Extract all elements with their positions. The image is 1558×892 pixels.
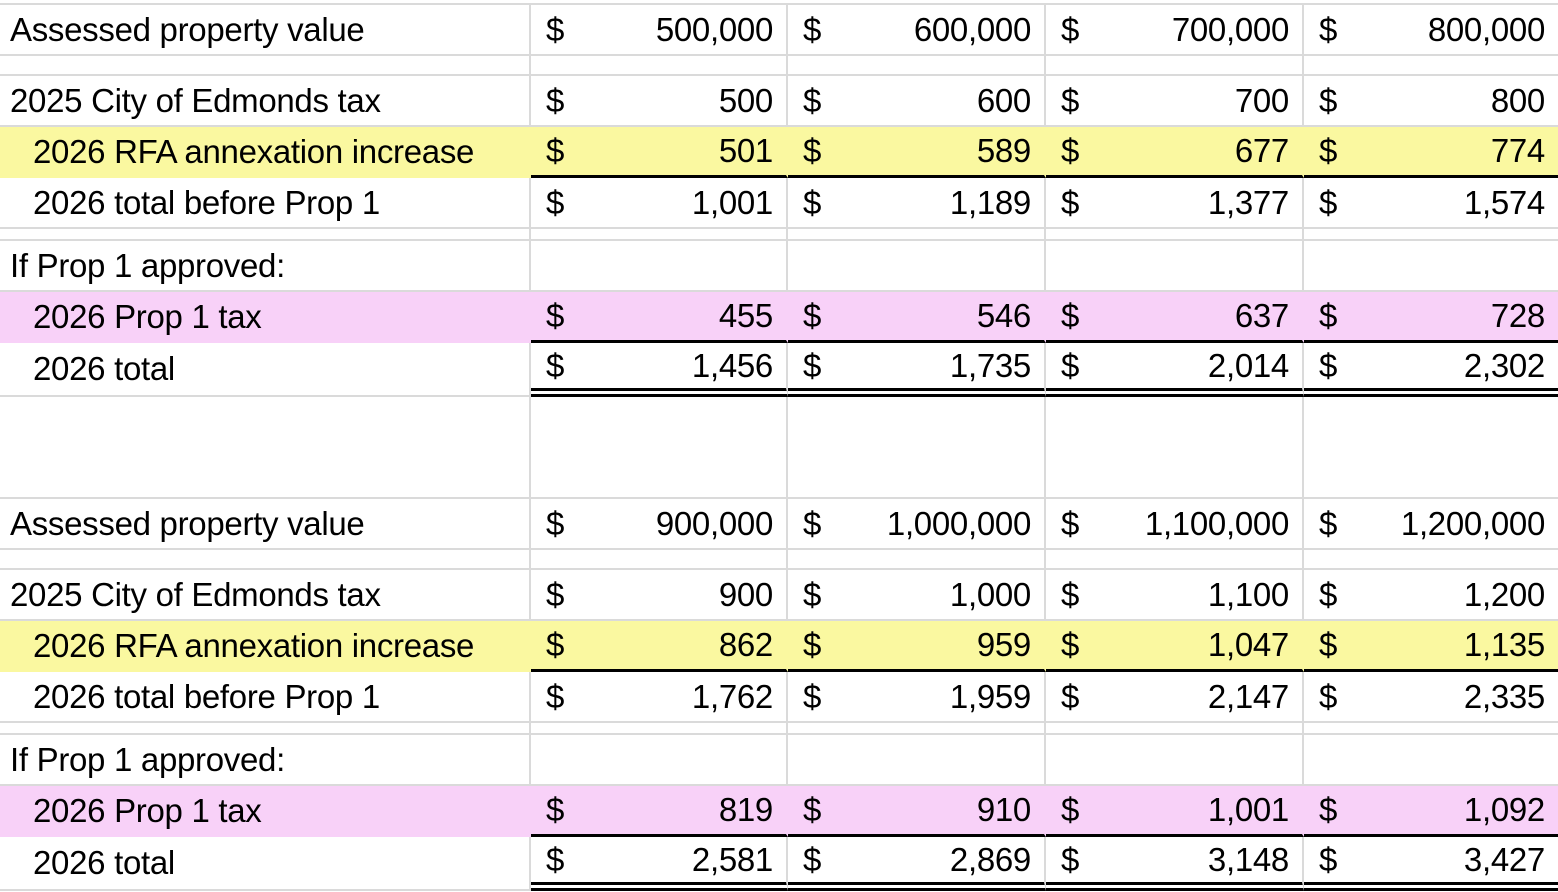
cell-value: 774 — [1490, 132, 1545, 169]
table-row — [0, 837, 1558, 891]
currency-cell — [531, 5, 788, 56]
currency-cell — [788, 786, 1046, 837]
cell-value: 1,377 — [1207, 183, 1289, 221]
spacer-cell — [0, 229, 531, 241]
spacer-row — [0, 56, 1558, 76]
currency-cell — [788, 292, 1046, 343]
spacer-cell — [1046, 723, 1304, 735]
spacer-cell — [0, 550, 531, 570]
cell-value: 2,302 — [1463, 346, 1545, 384]
currency-cell — [788, 127, 1046, 178]
currency-symbol: $ — [546, 183, 565, 221]
currency-cell — [1304, 499, 1558, 550]
cell-value: 546 — [976, 297, 1031, 334]
currency-cell — [1046, 127, 1304, 178]
currency-cell — [531, 343, 788, 397]
spacer-row — [0, 550, 1558, 570]
cell-value: 600,000 — [913, 10, 1031, 48]
currency-cell — [1046, 5, 1304, 56]
cell-value: 1,092 — [1463, 791, 1545, 828]
spacer-cell — [788, 56, 1046, 76]
cell-value: 1,100,000 — [1144, 504, 1289, 542]
gap-cell — [788, 397, 1046, 499]
cell-value: 1,200 — [1463, 575, 1545, 613]
cell-value: 589 — [976, 132, 1031, 169]
row-label: Assessed property value — [0, 5, 531, 56]
cell-value: 700 — [1234, 81, 1289, 119]
spacer-cell — [531, 723, 788, 735]
currency-cell — [1304, 178, 1558, 229]
currency-cell — [788, 570, 1046, 621]
currency-symbol: $ — [803, 297, 822, 334]
currency-cell — [788, 499, 1046, 550]
currency-symbol: $ — [1061, 791, 1080, 828]
cell-value: 900 — [718, 575, 773, 613]
spacer-row — [0, 229, 1558, 241]
currency-cell — [531, 570, 788, 621]
currency-cell — [788, 735, 1046, 786]
currency-symbol: $ — [1319, 10, 1338, 48]
currency-symbol: $ — [1319, 626, 1338, 663]
currency-symbol: $ — [1319, 346, 1338, 384]
currency-cell — [1046, 786, 1304, 837]
currency-cell — [531, 127, 788, 178]
currency-cell — [788, 241, 1046, 292]
currency-cell — [1046, 672, 1304, 723]
cell-value: 600 — [976, 81, 1031, 119]
currency-symbol: $ — [1061, 346, 1080, 384]
spacer-row — [0, 723, 1558, 735]
cell-value: 700,000 — [1171, 10, 1289, 48]
currency-cell — [1046, 292, 1304, 343]
table-row — [0, 672, 1558, 723]
currency-symbol: $ — [1319, 81, 1338, 119]
currency-cell — [531, 76, 788, 127]
cell-value: 862 — [718, 626, 773, 663]
currency-symbol: $ — [1061, 840, 1080, 878]
row-label: 2026 Prop 1 tax — [0, 786, 531, 837]
currency-cell — [1304, 127, 1558, 178]
cell-value: 800 — [1490, 81, 1545, 119]
spacer-cell — [788, 550, 1046, 570]
currency-symbol: $ — [546, 677, 565, 715]
currency-symbol: $ — [803, 575, 822, 613]
spacer-cell — [1304, 56, 1558, 76]
currency-symbol: $ — [1061, 10, 1080, 48]
cell-value: 2,014 — [1207, 346, 1289, 384]
currency-cell — [788, 837, 1046, 891]
row-label: Assessed property value — [0, 499, 531, 550]
spacer-cell — [531, 56, 788, 76]
cell-value: 1,000,000 — [886, 504, 1031, 542]
cell-value: 1,047 — [1207, 626, 1289, 663]
spacer-cell — [1046, 56, 1304, 76]
currency-symbol: $ — [803, 346, 822, 384]
currency-symbol: $ — [546, 346, 565, 384]
table-row — [0, 127, 1558, 178]
currency-cell — [531, 499, 788, 550]
currency-cell — [1046, 499, 1304, 550]
currency-symbol: $ — [546, 10, 565, 48]
currency-symbol: $ — [1319, 575, 1338, 613]
row-label: 2025 City of Edmonds tax — [0, 570, 531, 621]
cell-value: 728 — [1490, 297, 1545, 334]
spacer-cell — [788, 229, 1046, 241]
cell-value: 1,001 — [1207, 791, 1289, 828]
table-gap-row — [0, 397, 1558, 499]
cell-value: 1,189 — [949, 183, 1031, 221]
currency-symbol: $ — [1319, 132, 1338, 169]
cell-value: 910 — [976, 791, 1031, 828]
currency-cell — [1304, 292, 1558, 343]
currency-cell — [1046, 621, 1304, 672]
gap-cell — [0, 397, 531, 499]
gap-cell — [531, 397, 788, 499]
currency-symbol: $ — [803, 81, 822, 119]
currency-symbol: $ — [546, 840, 565, 878]
cell-value: 1,762 — [691, 677, 773, 715]
table-row — [0, 570, 1558, 621]
spacer-cell — [1046, 550, 1304, 570]
row-label: 2026 total — [0, 343, 531, 397]
currency-symbol: $ — [803, 10, 822, 48]
cell-value: 1,100 — [1207, 575, 1289, 613]
cell-value: 3,148 — [1207, 840, 1289, 878]
currency-cell — [788, 343, 1046, 397]
currency-cell — [531, 621, 788, 672]
currency-cell — [1046, 735, 1304, 786]
currency-cell — [1304, 837, 1558, 891]
cell-value: 677 — [1234, 132, 1289, 169]
currency-cell — [1046, 178, 1304, 229]
currency-symbol: $ — [1319, 504, 1338, 542]
currency-cell — [531, 178, 788, 229]
cell-value: 1,456 — [691, 346, 773, 384]
currency-symbol: $ — [546, 791, 565, 828]
table-row — [0, 343, 1558, 397]
row-label: 2026 total — [0, 837, 531, 891]
currency-symbol: $ — [1319, 297, 1338, 334]
currency-symbol: $ — [1061, 297, 1080, 334]
currency-symbol: $ — [803, 504, 822, 542]
cell-value: 1,200,000 — [1400, 504, 1545, 542]
currency-symbol: $ — [1061, 504, 1080, 542]
currency-symbol: $ — [803, 132, 822, 169]
cell-value: 1,735 — [949, 346, 1031, 384]
currency-cell — [531, 672, 788, 723]
currency-cell — [531, 241, 788, 292]
gap-cell — [1304, 397, 1558, 499]
currency-cell — [1304, 735, 1558, 786]
row-label: 2026 RFA annexation increase — [0, 127, 531, 178]
currency-cell — [1046, 76, 1304, 127]
currency-cell — [788, 178, 1046, 229]
cell-value: 1,001 — [691, 183, 773, 221]
cell-value: 2,335 — [1463, 677, 1545, 715]
currency-symbol: $ — [803, 791, 822, 828]
currency-cell — [531, 292, 788, 343]
currency-symbol: $ — [1319, 183, 1338, 221]
table-row — [0, 241, 1558, 292]
cell-value: 1,574 — [1463, 183, 1545, 221]
gap-cell — [1046, 397, 1304, 499]
row-label: If Prop 1 approved: — [0, 735, 531, 786]
currency-symbol: $ — [1061, 81, 1080, 119]
currency-cell — [1304, 786, 1558, 837]
spacer-cell — [788, 723, 1046, 735]
spacer-cell — [1304, 550, 1558, 570]
currency-symbol: $ — [1061, 183, 1080, 221]
currency-symbol: $ — [546, 297, 565, 334]
cell-value: 2,581 — [691, 840, 773, 878]
cell-value: 900,000 — [655, 504, 773, 542]
cell-value: 455 — [718, 297, 773, 334]
row-label: 2026 Prop 1 tax — [0, 292, 531, 343]
currency-symbol: $ — [803, 183, 822, 221]
currency-cell — [1304, 76, 1558, 127]
table-row — [0, 76, 1558, 127]
currency-symbol: $ — [1061, 575, 1080, 613]
currency-symbol: $ — [1061, 132, 1080, 169]
spacer-cell — [1304, 723, 1558, 735]
cell-value: 959 — [976, 626, 1031, 663]
currency-cell — [788, 5, 1046, 56]
currency-cell — [1046, 570, 1304, 621]
spacer-cell — [0, 56, 531, 76]
spacer-cell — [1304, 229, 1558, 241]
row-label: 2025 City of Edmonds tax — [0, 76, 531, 127]
currency-cell — [1304, 343, 1558, 397]
cell-value: 500 — [718, 81, 773, 119]
currency-cell — [788, 76, 1046, 127]
cell-value: 2,869 — [949, 840, 1031, 878]
currency-cell — [1046, 343, 1304, 397]
currency-cell — [1304, 241, 1558, 292]
currency-cell — [1046, 837, 1304, 891]
row-label: 2026 RFA annexation increase — [0, 621, 531, 672]
currency-symbol: $ — [1319, 677, 1338, 715]
currency-cell — [531, 837, 788, 891]
cell-value: 637 — [1234, 297, 1289, 334]
spacer-cell — [531, 229, 788, 241]
cell-value: 1,135 — [1463, 626, 1545, 663]
table-row — [0, 735, 1558, 786]
currency-symbol: $ — [546, 575, 565, 613]
row-label: 2026 total before Prop 1 — [0, 178, 531, 229]
spacer-cell — [0, 723, 531, 735]
cell-value: 500,000 — [655, 10, 773, 48]
currency-cell — [1304, 5, 1558, 56]
currency-symbol: $ — [546, 626, 565, 663]
currency-symbol: $ — [1319, 791, 1338, 828]
table-row — [0, 621, 1558, 672]
currency-cell — [1046, 241, 1304, 292]
table-row — [0, 499, 1558, 550]
table-row — [0, 786, 1558, 837]
table-row — [0, 292, 1558, 343]
currency-cell — [788, 621, 1046, 672]
currency-symbol: $ — [1061, 677, 1080, 715]
currency-symbol: $ — [803, 840, 822, 878]
spacer-cell — [1046, 229, 1304, 241]
cell-value: 501 — [718, 132, 773, 169]
cell-value: 1,000 — [949, 575, 1031, 613]
cell-value: 3,427 — [1463, 840, 1545, 878]
currency-symbol: $ — [1061, 626, 1080, 663]
currency-symbol: $ — [1319, 840, 1338, 878]
currency-cell — [1304, 672, 1558, 723]
row-label: If Prop 1 approved: — [0, 241, 531, 292]
spacer-cell — [531, 550, 788, 570]
currency-symbol: $ — [546, 132, 565, 169]
cell-value: 819 — [718, 791, 773, 828]
currency-symbol: $ — [803, 626, 822, 663]
cell-value: 2,147 — [1207, 677, 1289, 715]
currency-symbol: $ — [546, 504, 565, 542]
currency-symbol: $ — [546, 81, 565, 119]
currency-cell — [1304, 570, 1558, 621]
currency-symbol: $ — [803, 677, 822, 715]
cell-value: 800,000 — [1427, 10, 1545, 48]
currency-cell — [531, 735, 788, 786]
currency-cell — [788, 672, 1046, 723]
table-row — [0, 5, 1558, 56]
cell-value: 1,959 — [949, 677, 1031, 715]
row-label: 2026 total before Prop 1 — [0, 672, 531, 723]
currency-cell — [1304, 621, 1558, 672]
tax-tables-grid — [0, 3, 1558, 891]
currency-cell — [531, 786, 788, 837]
table-row — [0, 178, 1558, 229]
